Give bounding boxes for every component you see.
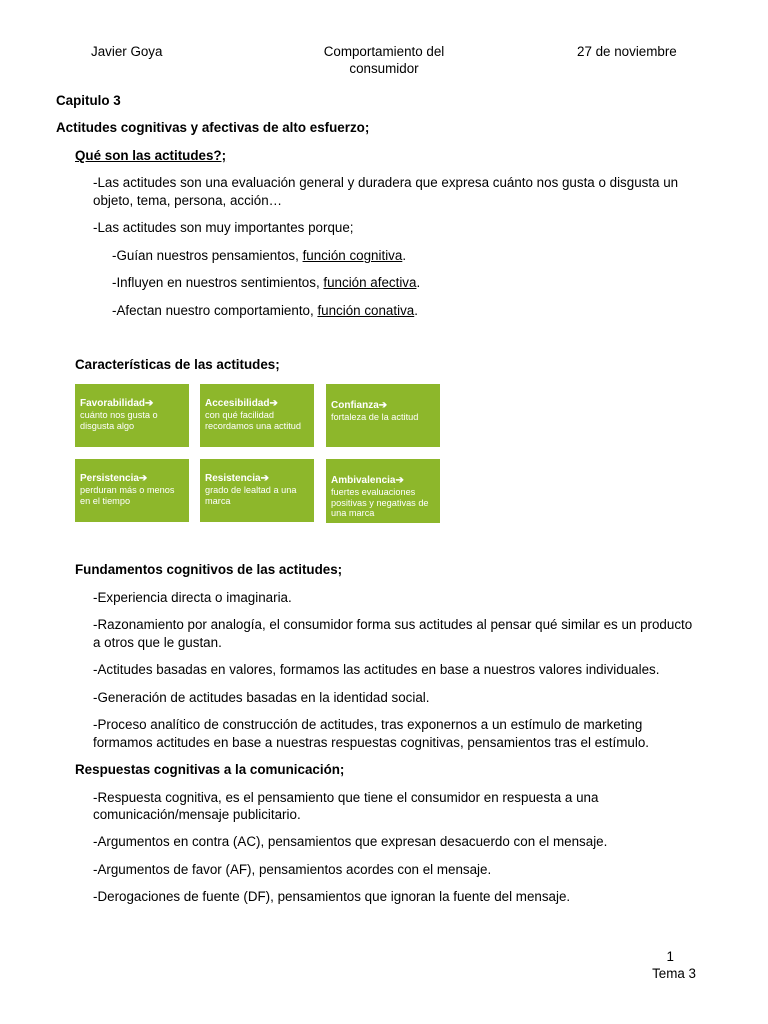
footer — [640, 948, 696, 982]
function-text: -Influyen en nuestros sentimientos, — [112, 275, 324, 290]
section-heading-attitudes: Qué son las actitudes?; — [75, 148, 227, 163]
characteristic-box-resistencia — [200, 459, 314, 522]
response-item: -Derogaciones de fuente (DF), pensamientos que ignoran la fuente del mensaje. — [93, 889, 571, 904]
paragraph-definition-line1: -Las actitudes son una evaluación general y duradera que expresa cuánto nos gusta o disgusta un — [93, 175, 679, 190]
characteristic-desc: fortaleza de la actitud — [331, 412, 419, 422]
page-title: Actitudes cognitivas y afectivas de alto esfuerzo; — [56, 120, 370, 135]
foundation-item-continued: formamos actitudes en base a nuestras respuestas cognitivas, pensamientos tras el estímulo. — [93, 735, 649, 750]
function-term: función conativa — [317, 303, 415, 318]
foundation-item: -Generación de actitudes basadas en la identidad social. — [93, 690, 430, 705]
section-heading-characteristics: Características de las actitudes; — [75, 357, 280, 372]
section-heading-foundations: Fundamentos cognitivos de las actitudes; — [75, 562, 343, 577]
characteristic-desc: grado de lealtad a una marca — [205, 485, 297, 506]
characteristic-title: Resistencia➔ — [205, 473, 269, 484]
foundation-item: -Proceso analítico de construcción de actitudes, tras exponernos a un estímulo de marketing — [93, 717, 643, 732]
characteristic-box-persistencia — [75, 459, 189, 522]
characteristic-title: Accesibilidad➔ — [205, 398, 278, 409]
header-author: Javier Goya — [91, 44, 163, 59]
header-subject-line1: Comportamiento del — [323, 44, 445, 59]
foundation-item-continued: a otros que le gustan. — [93, 635, 222, 650]
header-subject — [300, 43, 468, 77]
foundation-item: -Experiencia directa o imaginaria. — [93, 590, 292, 605]
function-end: . — [416, 275, 421, 290]
characteristic-box-confianza — [326, 384, 440, 447]
foundation-item: -Razonamiento por analogía, el consumidor forma sus actitudes al pensar qué similar es un producto — [93, 617, 693, 632]
page-number: 1 — [666, 949, 674, 964]
function-term: función cognitiva — [302, 248, 403, 263]
characteristic-box-ambivalencia — [326, 459, 440, 523]
characteristic-desc: cuánto nos gusta o disgusta algo — [80, 410, 158, 431]
foundation-item: -Actitudes basadas en valores, formamos las actitudes en base a nuestros valores individuales. — [93, 662, 660, 677]
characteristic-title: Confianza➔ — [331, 400, 388, 411]
section-heading-cognitive-responses: Respuestas cognitivas a la comunicación; — [75, 762, 345, 777]
response-item: -Argumentos en contra (AC), pensamientos que expresan desacuerdo con el mensaje. — [93, 834, 608, 849]
characteristic-title: Favorabilidad➔ — [80, 398, 154, 409]
characteristic-desc: con qué facilidad recordamos una actitud — [205, 410, 302, 431]
characteristic-title: Persistencia➔ — [80, 473, 148, 484]
characteristic-desc: fuertes evaluaciones positivas y negativas de una marca — [331, 487, 429, 518]
function-item-cognitive — [112, 247, 406, 264]
paragraph-definition-line2: objeto, tema, persona, acción… — [93, 193, 283, 208]
function-end: . — [402, 248, 407, 263]
characteristic-box-favorabilidad — [75, 384, 189, 447]
header-subject-line2: consumidor — [349, 61, 419, 76]
footer-label: Tema 3 — [652, 966, 696, 981]
chapter-label: Capitulo 3 — [56, 93, 121, 108]
function-item-conative — [112, 302, 418, 319]
header-date: 27 de noviembre — [577, 44, 677, 59]
function-text: -Afectan nuestro comportamiento, — [112, 303, 318, 318]
characteristic-box-accesibilidad — [200, 384, 314, 447]
function-text: -Guían nuestros pensamientos, — [112, 248, 303, 263]
response-item-continued: comunicación/mensaje publicitario. — [93, 807, 301, 822]
function-term: función afectiva — [323, 275, 417, 290]
characteristic-desc: perduran más o menos en el tiempo — [80, 485, 175, 506]
paragraph-importance: -Las actitudes son muy importantes porque; — [93, 220, 354, 235]
response-item: -Respuesta cognitiva, es el pensamiento que tiene el consumidor en respuesta a una — [93, 790, 599, 805]
function-end: . — [414, 303, 418, 318]
response-item: -Argumentos de favor (AF), pensamientos acordes con el mensaje. — [93, 862, 492, 877]
characteristic-title: Ambivalencia➔ — [331, 475, 404, 486]
function-item-affective — [112, 274, 420, 291]
